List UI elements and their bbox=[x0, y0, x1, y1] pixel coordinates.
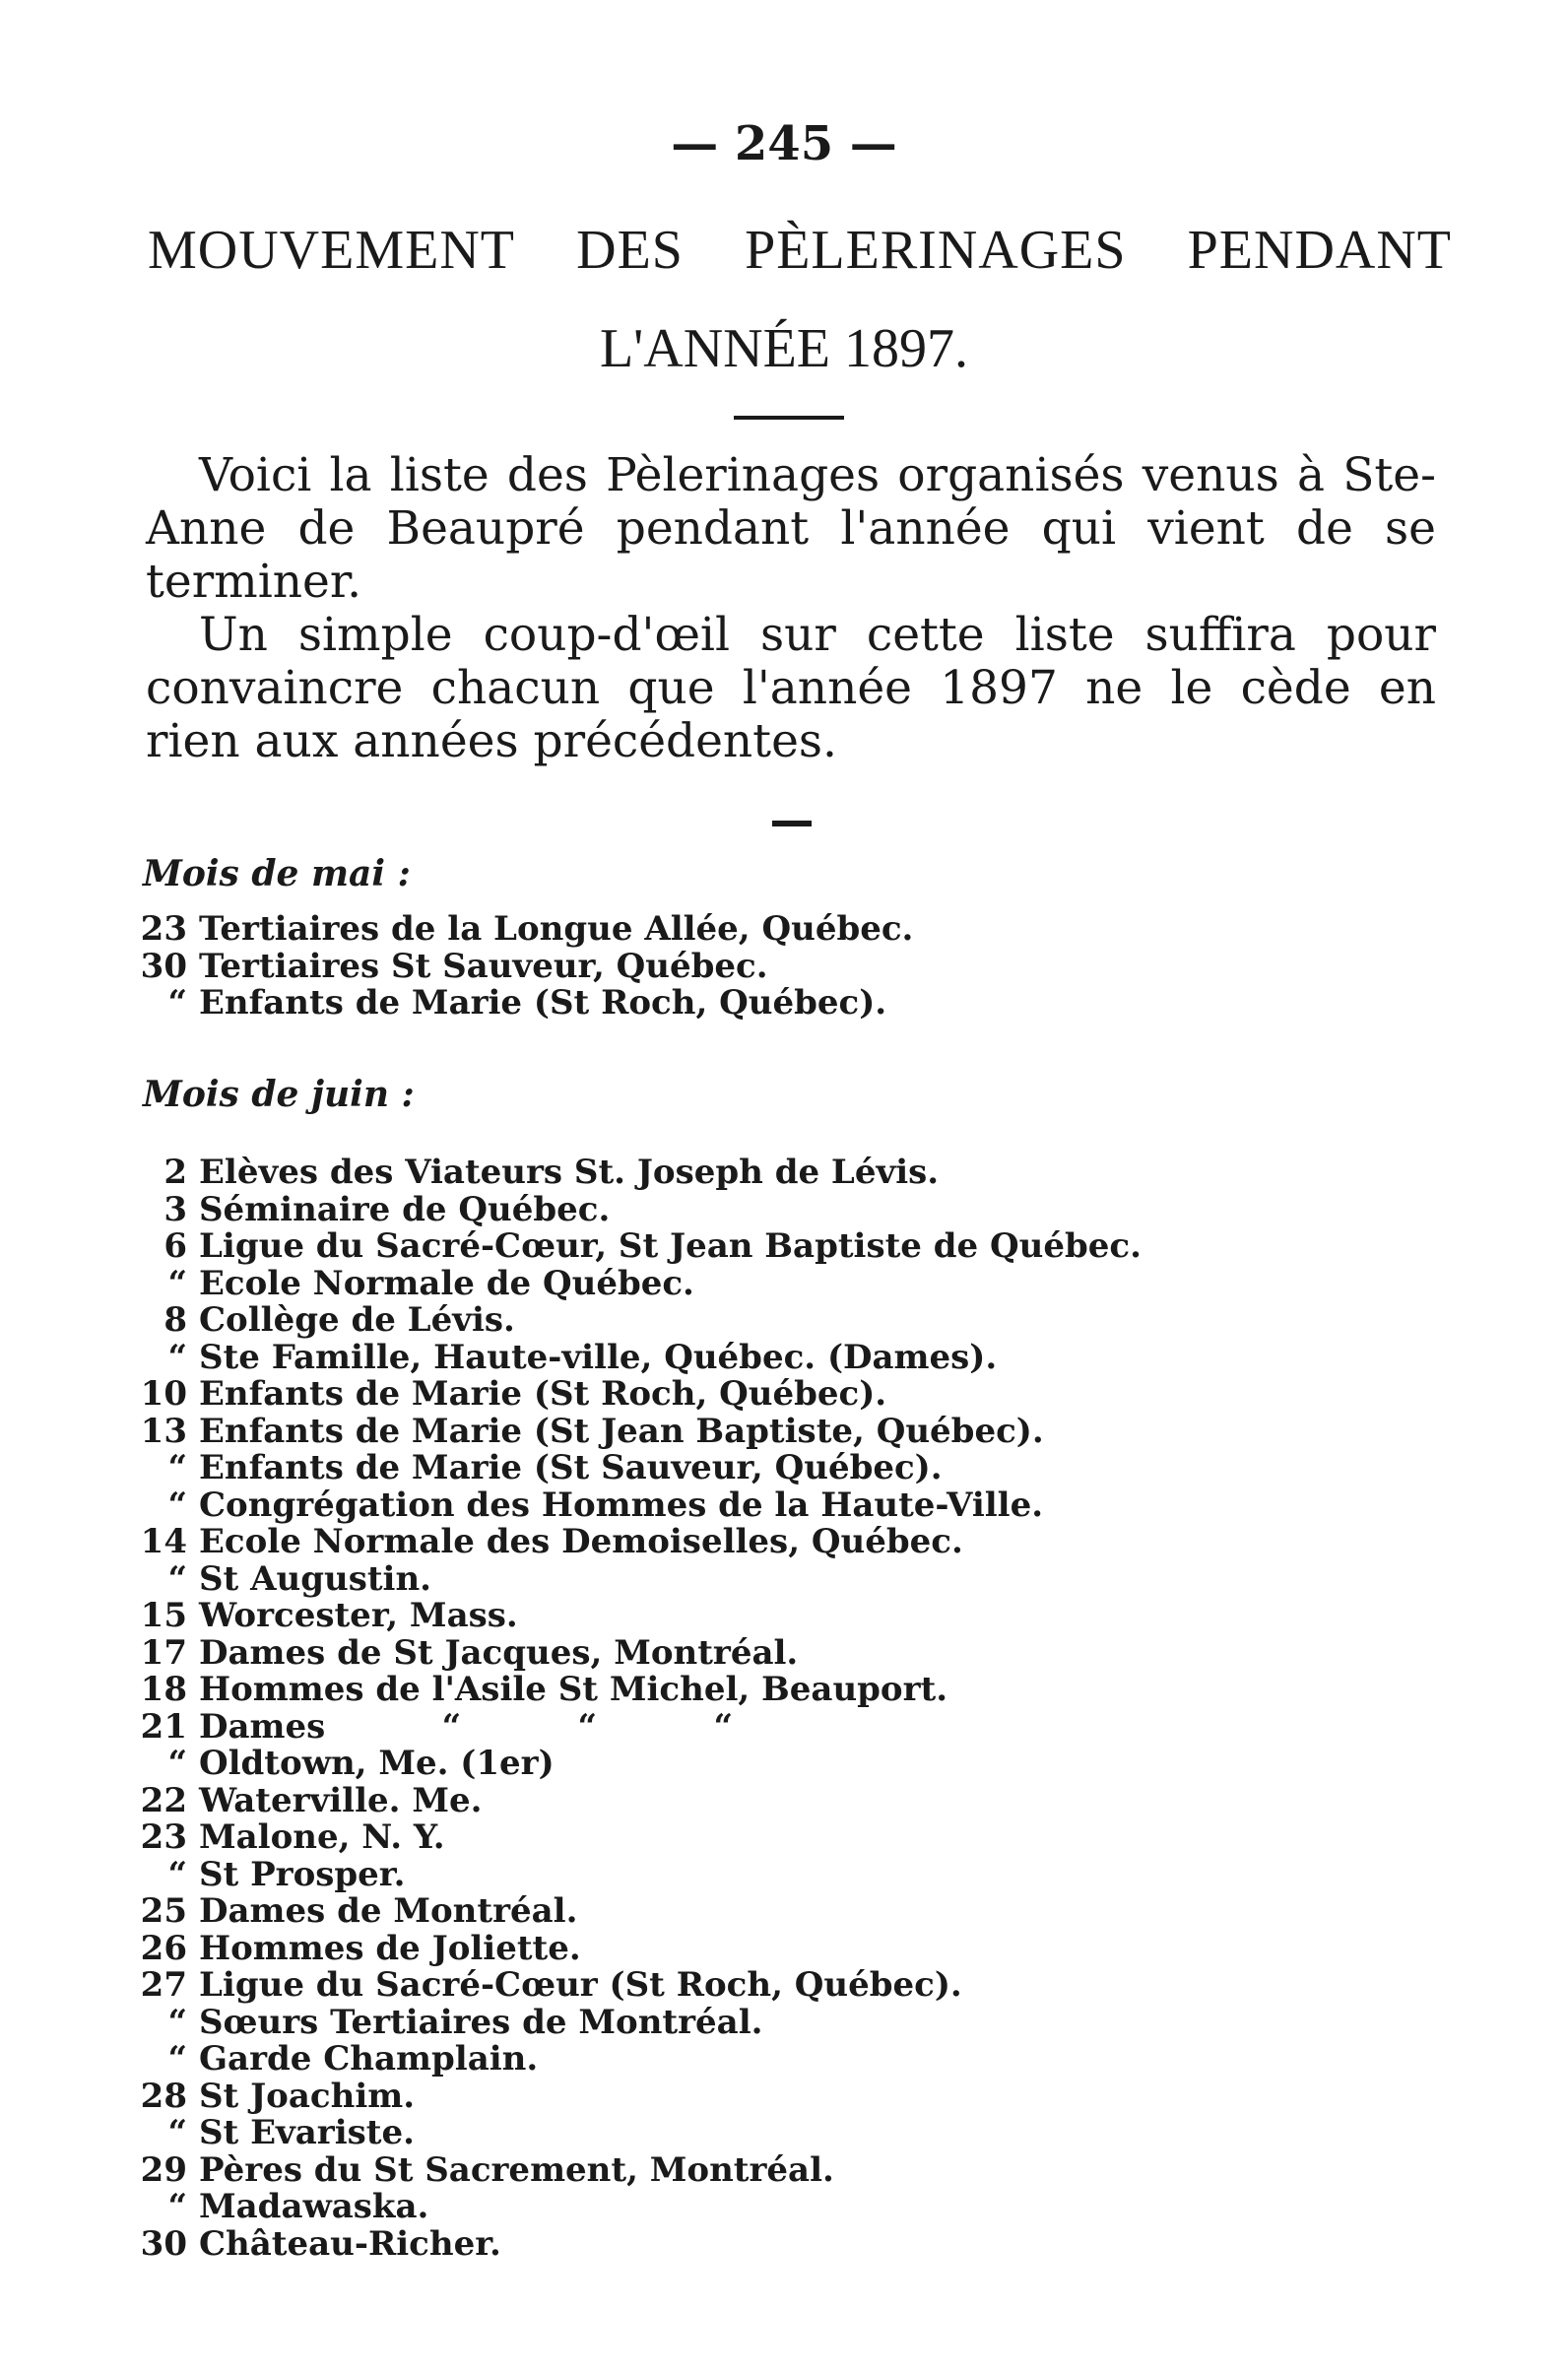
entry-text: Congrégation des Hommes de la Haute-Ville. bbox=[199, 1485, 1044, 1525]
title-word: PENDANT bbox=[1187, 220, 1452, 281]
entry-day: 22 bbox=[140, 1780, 187, 1820]
entry-text: St Evariste. bbox=[199, 2113, 415, 2152]
entry-day: 8 bbox=[163, 1300, 187, 1340]
entry-day: 23 bbox=[140, 1817, 187, 1857]
list-item bbox=[138, 1337, 1418, 1377]
entry-day: 17 bbox=[140, 1632, 187, 1673]
entry-text: Dames “ “ “ bbox=[199, 1706, 734, 1747]
list-item bbox=[138, 1928, 1418, 1968]
entry-day: “ bbox=[167, 1558, 187, 1599]
entry-day: 27 bbox=[140, 1965, 187, 2005]
entry-text: Oldtown, Me. (1er) bbox=[199, 1744, 555, 1783]
list-item bbox=[138, 946, 1418, 986]
list-item bbox=[138, 1155, 1418, 1192]
list-item bbox=[138, 2041, 1418, 2079]
entry-day: “ bbox=[167, 1854, 187, 1894]
entry-day: “ bbox=[167, 2187, 187, 2226]
list-item bbox=[138, 1893, 1418, 1931]
list-item bbox=[138, 2189, 1418, 2226]
list-item bbox=[138, 1746, 1418, 1783]
entry-day: 15 bbox=[140, 1596, 187, 1635]
list-item bbox=[138, 911, 1418, 949]
page-number: — 245 — bbox=[671, 116, 897, 171]
entry-text: Séminaire de Québec. bbox=[199, 1189, 611, 1229]
entry-day: 28 bbox=[140, 2076, 187, 2116]
entry-day: 26 bbox=[140, 1928, 187, 1968]
entry-text: Sœurs Tertiaires de Montréal. bbox=[199, 2002, 763, 2042]
entry-day: 3 bbox=[163, 1189, 187, 1229]
entry-text: Enfants de Marie (St Sauveur, Québec). bbox=[199, 1448, 943, 1487]
entry-day: 2 bbox=[163, 1153, 187, 1192]
entry-text: Waterville. Me. bbox=[199, 1780, 483, 1820]
entry-text: Hommes de l'Asile St Michel, Beauport. bbox=[199, 1670, 948, 1709]
entry-day: “ bbox=[167, 1337, 187, 1377]
entry-text: Ligue du Sacré-Cœur (St Roch, Québec). bbox=[199, 1965, 962, 2005]
entry-text: St Joachim. bbox=[199, 2076, 416, 2116]
entry-text: Garde Champlain. bbox=[199, 2039, 539, 2079]
entry-text: Tertiaires de la Longue Allée, Québec. bbox=[199, 909, 914, 949]
section-heading-may: Mois de mai : bbox=[143, 853, 411, 894]
entry-text: Ecole Normale de Québec. bbox=[199, 1263, 694, 1303]
list-item bbox=[138, 2115, 1418, 2152]
entry-day: “ bbox=[167, 1263, 187, 1303]
entry-day: 30 bbox=[140, 946, 187, 986]
entry-text: Dames de St Jacques, Montréal. bbox=[199, 1632, 799, 1673]
page-title-line1 bbox=[148, 219, 1452, 282]
intro-paragraph: Voici la liste des Pèlerinages organisés venus à Ste-Anne de Beaupré pendant l'année qui vient de se terminer. bbox=[146, 448, 1436, 609]
list-item bbox=[138, 2223, 1418, 2264]
entry-day: “ bbox=[167, 2002, 187, 2042]
entry-text: Ste Famille, Haute-ville, Québec. (Dames). bbox=[199, 1337, 998, 1377]
entry-day: 18 bbox=[140, 1670, 187, 1709]
entry-text: Ligue du Sacré-Cœur, St Jean Baptiste de Québec. bbox=[199, 1226, 1142, 1266]
list-item bbox=[138, 1228, 1418, 1266]
entry-text: St Prosper. bbox=[199, 1854, 406, 1894]
list-item bbox=[138, 1854, 1418, 1894]
list-item bbox=[138, 1302, 1418, 1340]
list-item bbox=[138, 1263, 1418, 1303]
entry-day: “ bbox=[167, 1448, 187, 1487]
list-item bbox=[138, 1450, 1418, 1487]
intro-text bbox=[146, 449, 1436, 768]
title-word: PÈLERINAGES bbox=[745, 220, 1127, 281]
entry-text: Worcester, Mass. bbox=[199, 1596, 518, 1635]
entry-day: 23 bbox=[140, 909, 187, 949]
entry-text: Ecole Normale des Demoiselles, Québec. bbox=[199, 1522, 963, 1561]
list-item bbox=[138, 1376, 1418, 1414]
list-item bbox=[138, 1967, 1418, 2005]
list-item bbox=[138, 2149, 1418, 2190]
entry-day: 30 bbox=[140, 2223, 187, 2264]
entry-day: 29 bbox=[140, 2149, 187, 2190]
entry-text: Tertiaires St Sauveur, Québec. bbox=[199, 946, 768, 986]
entry-text: Enfants de Marie (St Roch, Québec). bbox=[199, 1374, 887, 1414]
section-divider bbox=[772, 821, 812, 826]
title-divider bbox=[734, 416, 844, 420]
list-item bbox=[138, 1558, 1418, 1599]
list-item bbox=[138, 1672, 1418, 1709]
intro-paragraph: Un simple coup-d'œil sur cette liste suffira pour convaincre chacun que l'année 1897 ne le cède en rien aux années précédentes. bbox=[146, 608, 1436, 768]
entry-text: Collège de Lévis. bbox=[199, 1300, 515, 1340]
list-item bbox=[138, 1524, 1418, 1561]
list-item bbox=[138, 1411, 1418, 1451]
list-item bbox=[138, 1706, 1418, 1747]
section-heading-june: Mois de juin : bbox=[143, 1074, 415, 1115]
list-item bbox=[138, 1189, 1418, 1229]
entry-day: 25 bbox=[140, 1891, 187, 1931]
list-item bbox=[138, 2076, 1418, 2116]
entry-text: Château-Richer. bbox=[199, 2223, 501, 2264]
list-item bbox=[138, 985, 1418, 1023]
list-item bbox=[138, 1598, 1418, 1635]
list-item bbox=[138, 1487, 1418, 1525]
entry-day: 14 bbox=[140, 1522, 187, 1561]
entry-day: “ bbox=[167, 1485, 187, 1525]
pilgrimage-list-may bbox=[138, 911, 1418, 1023]
pilgrimage-list-june bbox=[138, 1155, 1418, 2263]
entry-day: “ bbox=[167, 2039, 187, 2079]
entry-day: 13 bbox=[140, 1411, 187, 1451]
entry-text: Malone, N. Y. bbox=[199, 1817, 445, 1857]
list-item bbox=[138, 1632, 1418, 1673]
entry-day: 21 bbox=[140, 1706, 187, 1747]
entry-day: “ bbox=[167, 983, 187, 1023]
list-item bbox=[138, 1780, 1418, 1820]
entry-text: St Augustin. bbox=[199, 1558, 432, 1599]
title-word: DES bbox=[576, 220, 684, 281]
entry-text: Enfants de Marie (St Roch, Québec). bbox=[199, 983, 887, 1023]
list-item bbox=[138, 1819, 1418, 1857]
entry-text: Elèves des Viateurs St. Joseph de Lévis. bbox=[199, 1153, 940, 1192]
list-item bbox=[138, 2002, 1418, 2042]
entry-text: Pères du St Sacrement, Montréal. bbox=[199, 2149, 834, 2190]
entry-text: Enfants de Marie (St Jean Baptiste, Québec). bbox=[199, 1411, 1044, 1451]
entry-text: Dames de Montréal. bbox=[199, 1891, 578, 1931]
entry-day: “ bbox=[167, 1744, 187, 1783]
title-word: MOUVEMENT bbox=[148, 220, 515, 281]
entry-text: Madawaska. bbox=[199, 2187, 429, 2226]
entry-day: 6 bbox=[163, 1226, 187, 1266]
entry-day: “ bbox=[167, 2113, 187, 2152]
entry-day: 10 bbox=[140, 1374, 187, 1414]
entry-text: Hommes de Joliette. bbox=[199, 1928, 581, 1968]
page-title-line2: L'ANNÉE 1897. bbox=[599, 318, 969, 379]
